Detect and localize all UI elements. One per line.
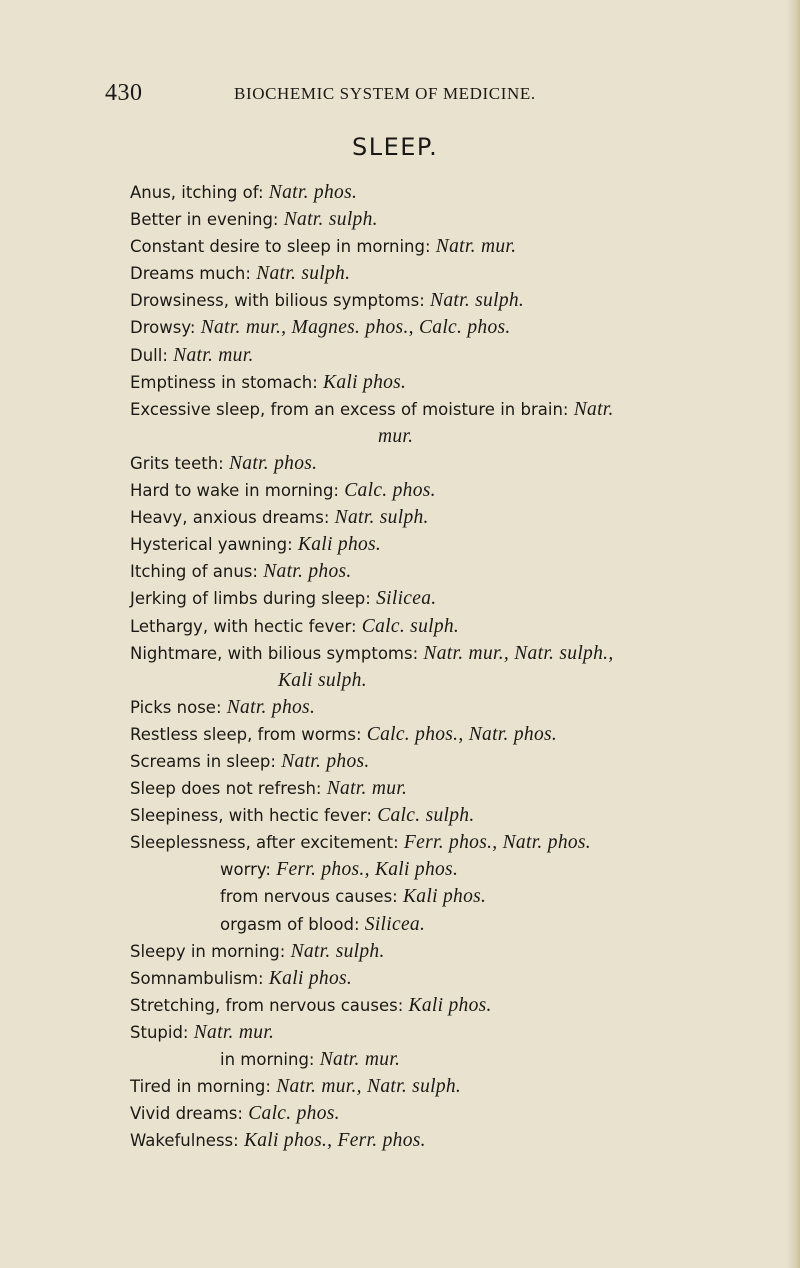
- entry-remedy: Kali phos.: [268, 967, 353, 989]
- index-entry: [130, 1127, 785, 1154]
- entry-remedy: Kali phos.: [323, 371, 407, 393]
- index-entry: [130, 775, 785, 802]
- entry-term: Heavy, anxious dreams:: [130, 508, 330, 528]
- running-head: BIOCHEMIC SYSTEM OF MEDICINE.: [234, 84, 536, 103]
- index-entry: [130, 369, 785, 396]
- page-number: 430: [105, 80, 143, 106]
- entry-remedy: Natr. mur., Natr. sulph.: [276, 1076, 462, 1098]
- entry-term: Sleepiness, with hectic fever:: [130, 806, 372, 826]
- entry-remedy: Calc. phos.: [344, 480, 436, 502]
- index-entry: [130, 856, 785, 883]
- entry-term: worry:: [220, 860, 271, 880]
- entry-term: Itching of anus:: [130, 562, 258, 582]
- entry-term: Excessive sleep, from an excess of moisture in brain:: [130, 399, 569, 419]
- index-entry: [130, 721, 785, 748]
- entry-term: Hysterical yawning:: [130, 535, 293, 555]
- entry-term: Screams in sleep:: [130, 751, 276, 771]
- index-entry: [130, 1073, 785, 1100]
- index-entry: [130, 911, 785, 938]
- entry-remedy: Calc. sulph.: [361, 615, 460, 637]
- index-entry: [130, 179, 785, 206]
- entry-remedy: Natr. mur., Natr. sulph.,: [423, 642, 614, 664]
- entry-remedy: Ferr. phos., Kali phos.: [276, 859, 459, 881]
- entry-remedy: Natr. sulph.: [430, 290, 525, 312]
- entry-term: Sleeplessness, after excitement:: [130, 833, 399, 853]
- entry-remedy: Natr. sulph.: [334, 507, 429, 529]
- entry-remedy: Kali phos., Ferr. phos.: [243, 1130, 426, 1152]
- entry-term: Sleep does not refresh:: [130, 779, 322, 799]
- entry-remedy: Natr. sulph.: [256, 263, 351, 285]
- index-entry: [130, 640, 785, 667]
- entry-remedy: Calc. phos.: [248, 1103, 340, 1125]
- index-entry: [130, 396, 785, 423]
- index-entry: [130, 260, 785, 287]
- index-entry: [130, 477, 785, 504]
- index-entry: [130, 450, 785, 477]
- index-entry: [130, 423, 785, 450]
- entry-term: Jerking of limbs during sleep:: [130, 589, 371, 609]
- entry-term: Nightmare, with bilious symptoms:: [130, 643, 419, 663]
- entry-remedy: Natr. mur., Magnes. phos., Calc. phos.: [200, 317, 511, 339]
- index-entry: [130, 342, 785, 369]
- entry-term: Restless sleep, from worms:: [130, 724, 362, 744]
- entry-remedy: Kali phos.: [297, 534, 382, 556]
- entry-term: Tired in morning:: [130, 1077, 271, 1097]
- index-entry: [130, 531, 785, 558]
- index-entry: [130, 829, 785, 856]
- entry-remedy: Kali phos.: [408, 994, 492, 1016]
- entry-remedy: Natr. mur.: [319, 1049, 401, 1070]
- entry-remedy: Natr. mur.: [435, 236, 517, 258]
- entry-remedy: Natr. phos.: [268, 182, 358, 203]
- entry-remedy: Natr. sulph.: [290, 940, 385, 962]
- entry-term: Drowsiness, with bilious symptoms:: [130, 291, 425, 311]
- entry-remedy: Calc. phos., Natr. phos.: [366, 723, 558, 745]
- entry-remedy: Natr. phos.: [281, 750, 370, 772]
- entry-term: Constant desire to sleep in morning:: [130, 237, 431, 257]
- entry-term: Dreams much:: [130, 264, 251, 284]
- entry-remedy: mur.: [378, 425, 414, 447]
- entry-remedy: Natr. sulph.: [283, 209, 378, 231]
- index-entry: [130, 1100, 785, 1127]
- index-entry: [130, 206, 785, 233]
- entry-term: Lethargy, with hectic fever:: [130, 616, 357, 636]
- entry-term: Hard to wake in morning:: [130, 481, 339, 501]
- index-entry: [130, 613, 785, 640]
- entry-term: Better in evening:: [130, 210, 279, 230]
- entry-term: from nervous causes:: [220, 887, 398, 907]
- index-entry: [130, 585, 785, 612]
- index-entry: [130, 287, 785, 314]
- index-entry: [130, 1019, 785, 1046]
- index-entry: [130, 233, 785, 260]
- index-entry: [130, 314, 785, 341]
- entry-remedy: Natr. phos.: [228, 452, 318, 474]
- index-entry: [130, 938, 785, 965]
- entry-remedy: Natr. mur.: [326, 778, 408, 800]
- entry-remedy: Silicea.: [376, 588, 437, 610]
- entry-remedy: Natr. phos.: [226, 696, 316, 718]
- entry-remedy: Kali phos.: [403, 886, 487, 908]
- entry-term: Grits teeth:: [130, 453, 224, 473]
- entry-term: Emptiness in stomach:: [130, 372, 318, 392]
- index-entry: [130, 667, 785, 694]
- index-entries: [130, 179, 785, 1154]
- entry-term: Anus, itching of:: [130, 183, 264, 202]
- index-entry: [130, 748, 785, 775]
- entry-term: Dull:: [130, 345, 168, 365]
- index-entry: [130, 694, 785, 721]
- entry-remedy: Silicea.: [364, 913, 426, 935]
- entry-term: Wakefulness:: [130, 1131, 239, 1151]
- index-entry: [130, 504, 785, 531]
- entry-remedy: Calc. sulph.: [377, 805, 475, 827]
- section-title: SLEEP.: [352, 133, 439, 161]
- entry-term: Vivid dreams:: [130, 1104, 243, 1124]
- entry-term: Picks nose:: [130, 697, 222, 717]
- entry-term: in morning:: [220, 1050, 315, 1069]
- entry-remedy: Natr. mur.: [173, 344, 254, 366]
- index-entry: [130, 1046, 785, 1073]
- entry-remedy: Ferr. phos., Natr. phos.: [403, 832, 591, 854]
- entry-term: Sleepy in morning:: [130, 941, 286, 961]
- index-entry: [130, 992, 785, 1019]
- entry-remedy: Natr.: [573, 398, 614, 420]
- entry-remedy: Natr. phos.: [263, 561, 352, 583]
- entry-remedy: Kali sulph.: [278, 669, 367, 691]
- page-edge: [786, 0, 800, 1268]
- entry-term: Drowsy:: [130, 318, 196, 338]
- entry-term: Stretching, from nervous causes:: [130, 995, 404, 1015]
- index-entry: [130, 558, 785, 585]
- index-entry: [130, 883, 785, 910]
- index-entry: [130, 802, 785, 829]
- entry-term: Somnambulism:: [130, 968, 264, 988]
- entry-term: orgasm of blood:: [220, 914, 360, 934]
- entry-term: Stupid:: [130, 1022, 189, 1042]
- index-entry: [130, 965, 785, 992]
- entry-remedy: Natr. mur.: [193, 1021, 275, 1043]
